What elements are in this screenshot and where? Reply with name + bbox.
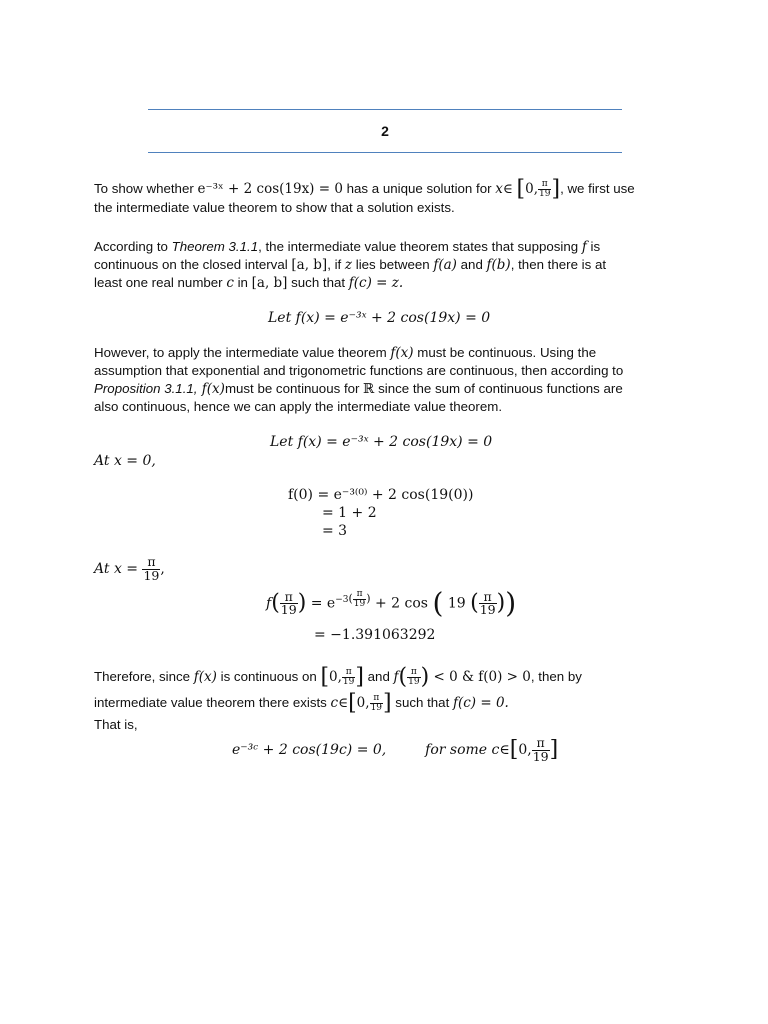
theorem-reference: Theorem 3.1.1 [171,239,259,254]
f0-line1: f(0) = e⁻³⁽⁰⁾ + 2 cos(19(0)) [288,487,474,503]
theorem-paragraph: According to Theorem 3.1.1, the intermediate value theorem states that supposing f is continuous on the closed interval [a, b], if z lies between f(a) and f(b), then there is at least one real number c in [a, b] such that f(c) = z. [94,239,607,291]
page-number: 2 [381,123,389,139]
f-pi-equation: f( $\frac{\pi}{19}$ ) = $e^{-3( \frac{\pi}{19} )} + 2$ cos ( 19 ( $\frac{\pi}{19}$ )) [266,586,517,620]
let-equation-1: Let f(x) = e⁻³ˣ + 2 cos(19x) = 0 [268,310,491,326]
main-equation: e⁻³ˣ + 2 cos(19x) = 0 [197,181,343,198]
at-x-pi-over-19: At x = $\frac{\pi}{19}$ , [94,554,165,583]
f0-line3: = 3 [322,523,348,539]
intro-paragraph: To show whether e⁻³ˣ + 2 cos(19x) = 0 has a unique solution for x∈ [0, $\frac{\pi}{19}$ ], we first use the intermediate value theorem to show that a solution exists. [94,176,635,215]
f0-line2: = 1 + 2 [322,505,377,521]
header-rule-top [148,109,622,110]
at-x-zero: At x = 0, [94,453,156,469]
let-equation-2: Let f(x) = e⁻³ˣ + 2 cos(19x) = 0 [270,434,493,450]
f-pi-value: = −1.391063292 [314,627,436,643]
continuity-paragraph: However, to apply the intermediate value theorem f(x) must be continuous. Using the assumption that exponential and trigonometric functions are continuous, then according to Proposition 3.1.1, f(x)must be continuous for ℝ since the sum of continuous functions are also continuous, hence we can apply the intermediate value theorem. [94,345,624,414]
that-is-label: That is, [94,717,138,732]
proposition-reference: Proposition 3.1.1, [94,381,198,396]
final-equation: e⁻³ᶜ + 2 cos(19c) = 0, for some c∈[0, $\frac{\pi}{19}$ ] [232,735,559,764]
conclusion-paragraph: Therefore, since f(x) is continuous on [0, $\frac{\pi}{19}$ ] and f( $\frac{\pi}{19}$ ) < 0 & f(0) > 0, then by intermediate value theorem there exists c∈[0, $\frac{\pi}{19}$ ] such that f(c) = 0. [94,664,582,716]
header-rule-bottom [148,152,622,153]
interval-fraction: $\frac{\pi}{19}$ [539,179,551,199]
